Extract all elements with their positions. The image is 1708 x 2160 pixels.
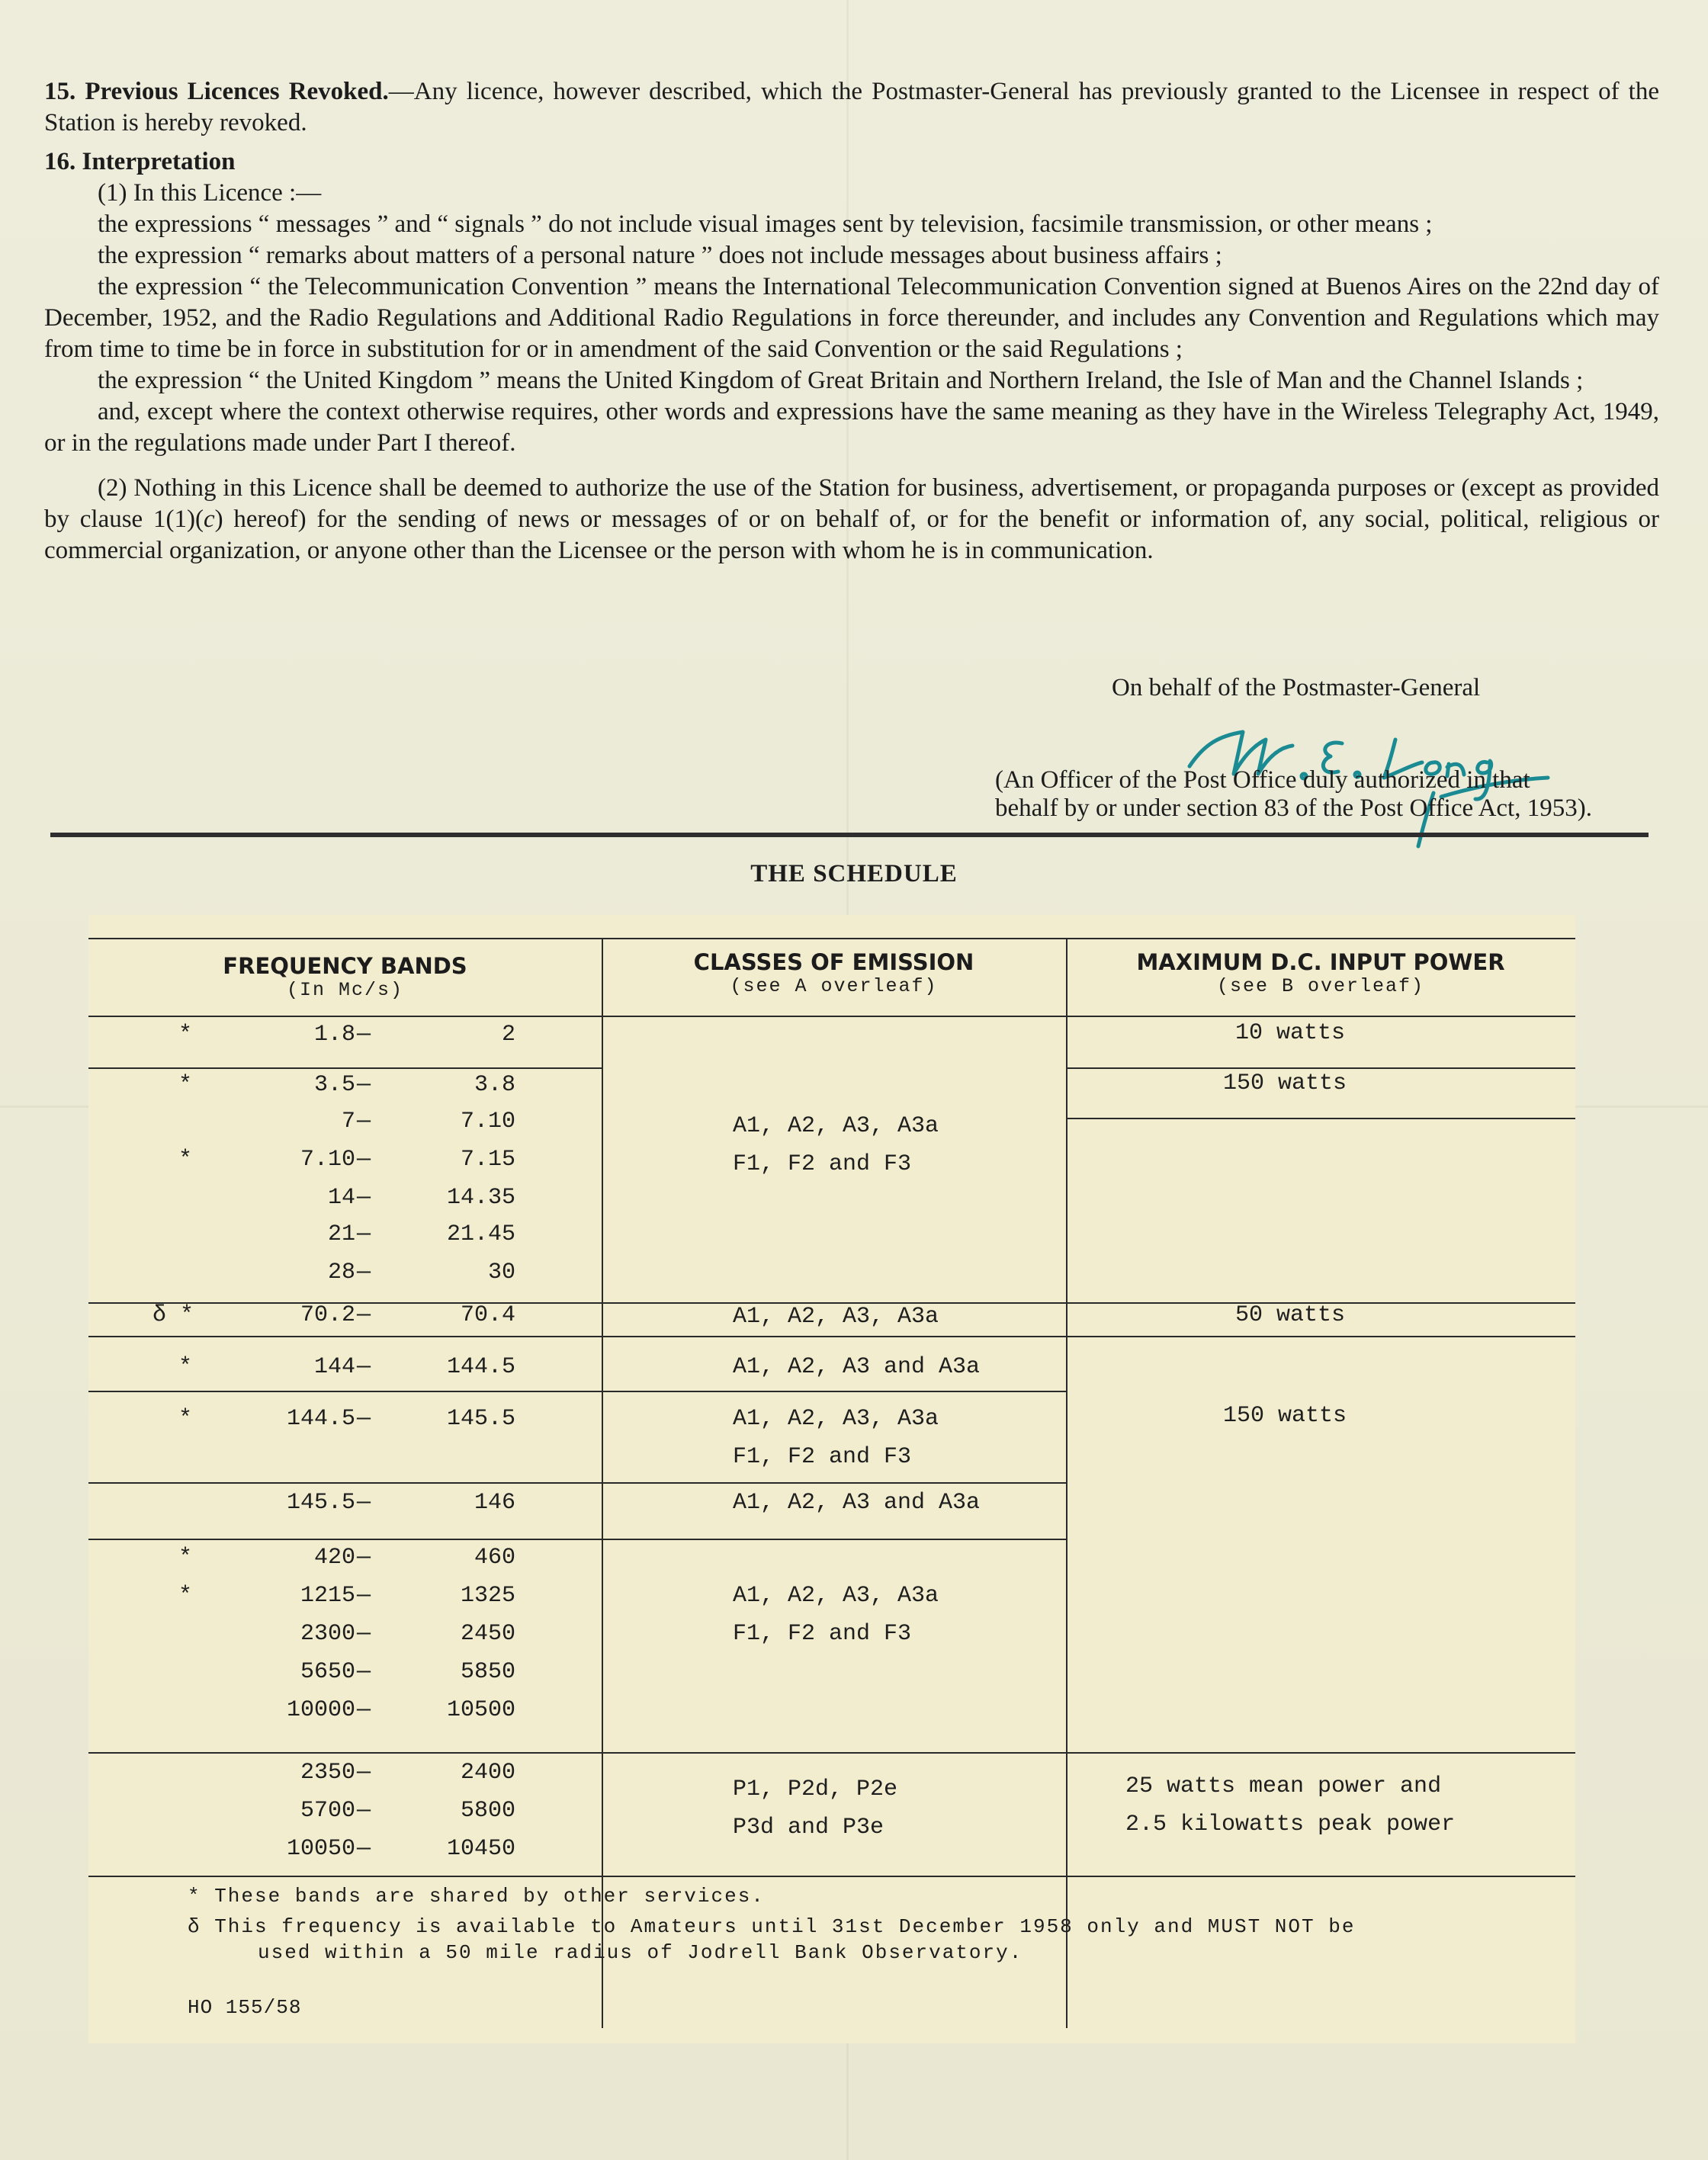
header-col3-sub: (see B overleaf) (1216, 975, 1425, 997)
band-range-dash: — (357, 1302, 371, 1328)
clause-16-para5: and, except where the context otherwise requires, other words and expressions have the same meaning as they have in the Wireless Telegraphy Act, 1949, or in the regulations made under Part I thereof. (44, 398, 1659, 457)
band-low-frequency: 144 (313, 1354, 355, 1380)
table-bottom-border (88, 1876, 1575, 1877)
footnote-jodrell-line-1: δ This frequency is available to Amateurs until 31st December 1958 only and MUST NOT be (188, 1915, 1356, 1938)
clause-16-sub2 (44, 473, 1659, 566)
header-frequency-bands (88, 953, 602, 1001)
band-high-frequency: 7.15 (460, 1147, 515, 1173)
band-range-dash: — (357, 1798, 371, 1824)
column-divider-2 (1066, 938, 1068, 2028)
band-shared-marker: * (178, 1022, 193, 1048)
band-shared-marker: * (178, 1147, 193, 1173)
emission-group-4-line-2: F1, F2 and F3 (733, 1444, 912, 1470)
officer-note-line-1: (An Officer of the Post Office duly authorized in that (995, 766, 1530, 794)
band-high-frequency: 144.5 (446, 1354, 515, 1380)
clause-15-number: 15. (44, 78, 76, 105)
band-range-dash: — (357, 1185, 371, 1211)
band-low-frequency: 5700 (300, 1798, 355, 1824)
band-low-frequency: 2350 (300, 1760, 355, 1786)
band-range-dash: — (357, 1072, 371, 1098)
clause-15-body: —Any licence, however described, which the Postmaster-General has previously granted to the Licensee in respect of the Station is hereby revoked. (44, 78, 1660, 136)
band-range-dash: — (357, 1760, 371, 1786)
band-low-frequency: 7 (341, 1109, 355, 1135)
band-range-dash: — (357, 1697, 371, 1723)
band-shared-marker: * (178, 1545, 193, 1571)
row-divider (88, 1482, 1066, 1484)
band-high-frequency: 3.8 (474, 1072, 515, 1098)
band-high-frequency: 5800 (460, 1798, 515, 1824)
band-low-frequency: 1.8 (313, 1022, 355, 1048)
band-high-frequency: 460 (474, 1545, 515, 1571)
band-low-frequency: 10050 (286, 1836, 355, 1862)
band-low-frequency: 5650 (300, 1659, 355, 1685)
band-shared-marker: * (178, 1583, 193, 1609)
clause-15 (44, 76, 1659, 139)
header-col2-sub: (see A overleaf) (730, 975, 938, 997)
band-low-frequency: 28 (327, 1260, 355, 1285)
row-divider (1066, 1118, 1575, 1119)
row-divider (1066, 1067, 1575, 1069)
row-divider (88, 1539, 1066, 1540)
emission-group-5: A1, A2, A3 and A3a (733, 1490, 981, 1516)
band-range-dash: — (357, 1221, 371, 1247)
clause-16-heading: Interpretation (82, 148, 236, 175)
emission-group-2: A1, A2, A3, A3a (733, 1304, 939, 1330)
section-divider (50, 833, 1649, 837)
band-range-dash: — (357, 1260, 371, 1285)
emission-group-1-line-1: A1, A2, A3, A3a (733, 1113, 939, 1139)
band-high-frequency: 146 (474, 1490, 515, 1516)
emission-group-6-line-1: A1, A2, A3, A3a (733, 1583, 939, 1609)
header-bottom-border (88, 1016, 1575, 1017)
clause-16-para1: the expressions “ messages ” and “ signals ” do not include visual images sent by television, facsimile transmission, or other means ; (98, 210, 1433, 238)
band-low-frequency: 3.5 (313, 1072, 355, 1098)
header-col2-title: CLASSES OF EMISSION (693, 949, 974, 975)
clause-16-sub2-part-a: (2) Nothing in this Licence shall be deemed to authorize the use of the Station for business, advertisement, or propaganda purposes or (except as provided by clause 1(1)( (44, 474, 1659, 533)
emission-group-6-line-2: F1, F2 and F3 (733, 1621, 912, 1647)
footnote-shared-bands: * These bands are shared by other services. (188, 1885, 765, 1908)
header-col3-title: MAXIMUM D.C. INPUT POWER (1136, 949, 1505, 975)
band-low-frequency: 1215 (300, 1583, 355, 1609)
band-shared-marker: * (178, 1354, 193, 1380)
band-range-dash: — (357, 1621, 371, 1647)
band-range-dash: — (357, 1022, 371, 1048)
emission-group-4-line-1: A1, A2, A3, A3a (733, 1406, 939, 1432)
emission-group-7-line-1: P1, P2d, P2e (733, 1776, 898, 1802)
band-range-dash: — (357, 1659, 371, 1685)
band-low-frequency: 21 (327, 1221, 355, 1247)
band-high-frequency: 145.5 (446, 1406, 515, 1432)
on-behalf-line: On behalf of the Postmaster-General (1112, 674, 1481, 701)
band-low-frequency: 14 (327, 1185, 355, 1211)
form-number: HO 155/58 (188, 1996, 302, 2019)
clause-15-heading: Previous Licences Revoked. (85, 78, 389, 105)
band-high-frequency: 21.45 (446, 1221, 515, 1247)
power-row-5-line-1: 25 watts mean power and (1125, 1773, 1442, 1799)
clause-16-number: 16. (44, 148, 76, 175)
band-range-dash: — (357, 1490, 371, 1516)
power-row-5-line-2: 2.5 kilowatts peak power (1125, 1812, 1456, 1837)
band-range-dash: — (357, 1836, 371, 1862)
band-high-frequency: 10450 (446, 1836, 515, 1862)
clause-16-para4: the expression “ the United Kingdom ” means the United Kingdom of Great Britain and Northern Ireland, the Isle of Man and the Channel Islands ; (98, 367, 1584, 394)
header-col1-sub: (In Mc/s) (286, 979, 404, 1001)
power-row-4: 150 watts (1223, 1403, 1347, 1429)
band-low-frequency: 10000 (286, 1697, 355, 1723)
clause-16-sub1: (1) In this Licence :— (98, 179, 322, 207)
band-low-frequency: 2300 (300, 1621, 355, 1647)
clause-16-sub2-part-b: ) hereof) for the sending of news or messages of or on behalf of, or for the benefit or information of, any social, political, religious or commercial organization, or anyone other than the Licensee or the person with whom he is in communication. (44, 505, 1660, 564)
band-shared-marker: * (178, 1072, 193, 1098)
clause-16-sub2-italic: c (203, 505, 215, 533)
band-range-dash: — (357, 1583, 371, 1609)
band-shared-marker: * (178, 1406, 193, 1432)
band-high-frequency: 2400 (460, 1760, 515, 1786)
band-high-frequency: 30 (487, 1260, 515, 1285)
footnote-jodrell-line-2: used within a 50 mile radius of Jodrell Bank Observatory. (258, 1941, 1023, 1964)
band-shared-marker: δ * (152, 1302, 194, 1328)
header-max-input-power (1066, 949, 1575, 997)
band-high-frequency: 7.10 (460, 1109, 515, 1135)
table-top-border (88, 938, 1575, 939)
band-high-frequency: 2 (501, 1022, 515, 1048)
band-range-dash: — (357, 1147, 371, 1173)
row-divider (88, 1067, 602, 1069)
band-low-frequency: 420 (313, 1545, 355, 1571)
band-high-frequency: 5850 (460, 1659, 515, 1685)
schedule-table (88, 915, 1575, 2043)
emission-group-7-line-2: P3d and P3e (733, 1815, 884, 1841)
band-high-frequency: 14.35 (446, 1185, 515, 1211)
band-high-frequency: 1325 (460, 1583, 515, 1609)
power-row-1: 10 watts (1235, 1020, 1346, 1046)
row-divider (88, 1752, 1575, 1754)
officer-note (995, 766, 1666, 823)
band-high-frequency: 10500 (446, 1697, 515, 1723)
band-low-frequency: 7.10 (300, 1147, 355, 1173)
schedule-title: THE SCHEDULE (750, 860, 958, 887)
power-row-3: 50 watts (1235, 1302, 1346, 1328)
header-classes-of-emission (602, 949, 1066, 997)
band-range-dash: — (357, 1354, 371, 1380)
power-row-2: 150 watts (1223, 1070, 1347, 1096)
band-low-frequency: 145.5 (286, 1490, 355, 1516)
band-range-dash: — (357, 1545, 371, 1571)
clause-16-para3: the expression “ the Telecommunication Convention ” means the International Telecommunication Convention signed at Buenos Aires on the 22nd day of December, 1952, and the Radio Regulations and Additional Radio Regulations in force thereunder, and includes any Convention and Regulations which may from time to time be in force in substitution for or in amendment of the said Convention or the said Regulations ; (44, 273, 1659, 363)
row-divider (88, 1336, 1575, 1337)
clause-16-para2: the expression “ remarks about matters of a personal nature ” does not include messages about business affairs ; (98, 242, 1222, 269)
band-range-dash: — (357, 1406, 371, 1432)
header-col1-title: FREQUENCY BANDS (223, 953, 467, 979)
emission-group-3: A1, A2, A3 and A3a (733, 1354, 981, 1380)
licence-text (44, 76, 1659, 566)
band-low-frequency: 70.2 (300, 1302, 355, 1328)
band-high-frequency: 70.4 (460, 1302, 515, 1328)
clause-16-title (44, 146, 1659, 178)
row-divider (88, 1391, 1066, 1392)
band-range-dash: — (357, 1109, 371, 1135)
band-low-frequency: 144.5 (286, 1406, 355, 1432)
emission-group-1-line-2: F1, F2 and F3 (733, 1151, 912, 1177)
band-high-frequency: 2450 (460, 1621, 515, 1647)
officer-note-line-2: behalf by or under section 83 of the Post Office Act, 1953). (995, 794, 1592, 822)
